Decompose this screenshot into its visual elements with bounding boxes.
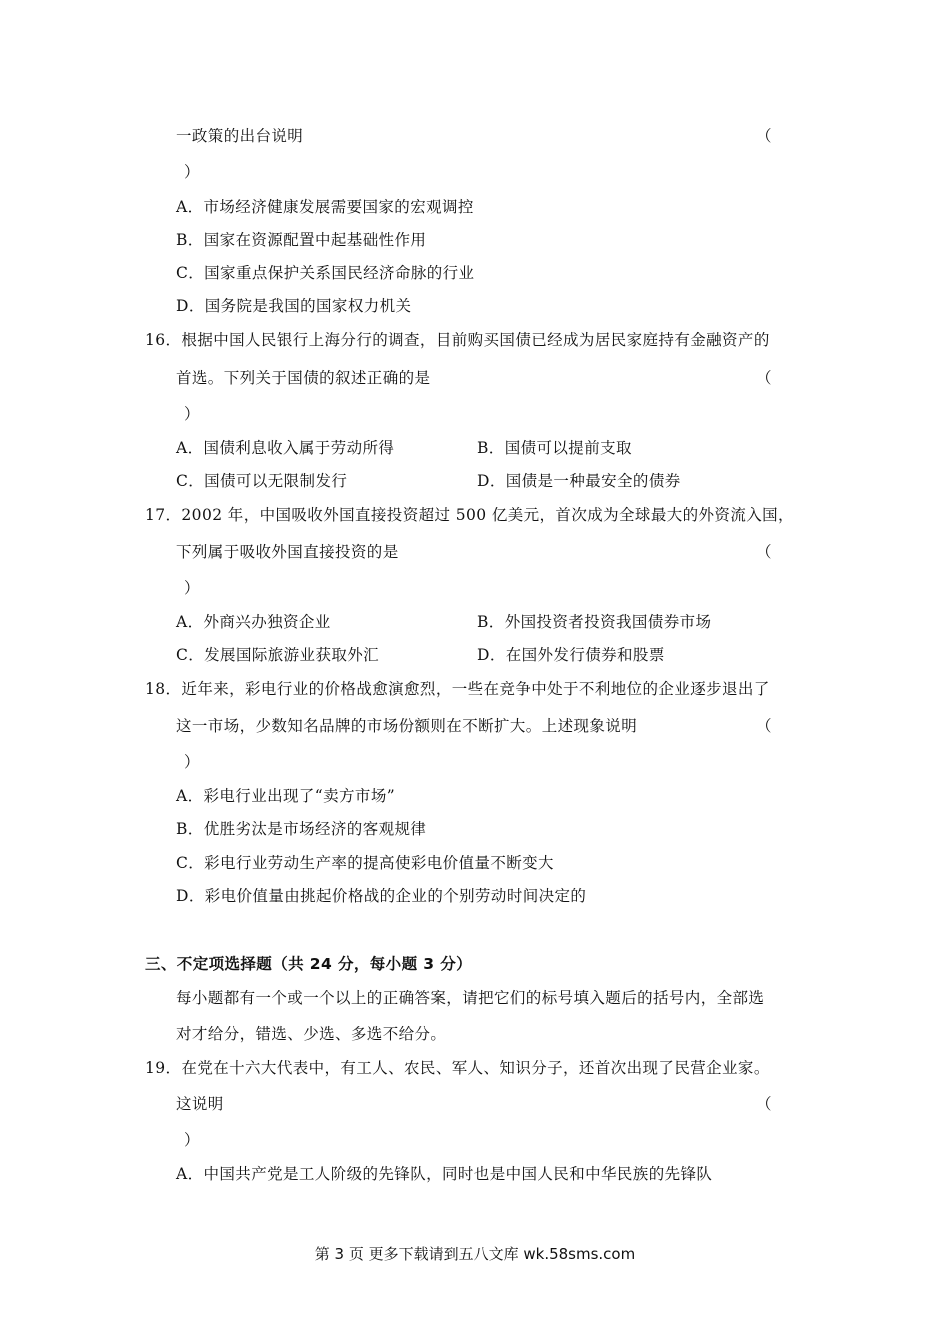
q15-option-d: D．国务院是我国的国家权力机关 [176, 297, 412, 315]
q15-answer-paren-close: ） [184, 163, 200, 181]
section-heading: 三、不定项选择题（共 24 分，每小题 3 分） [145, 955, 473, 973]
q17-stem-line2: 下列属于吸收外国直接投资的是 [176, 543, 399, 561]
q18-option-a: A．彩电行业出现了“卖方市场” [176, 787, 396, 805]
q17-option-c: C．发展国际旅游业获取外汇 [176, 646, 380, 664]
q17-answer-paren-open: （ [756, 543, 772, 561]
q16-option-d: D．国债是一种最安全的债券 [477, 472, 681, 490]
q18-answer-paren-open: （ [756, 717, 772, 735]
section-instructions-line2: 对才给分，错选、少选、多选不给分。 [176, 1025, 447, 1043]
q16-option-a: A．国债利息收入属于劳动所得 [176, 439, 395, 457]
q19-stem-line2: 这说明 [176, 1095, 224, 1113]
q18-option-b: B．优胜劣汰是市场经济的客观规律 [176, 820, 427, 838]
q15-option-b: B．国家在资源配置中起基础性作用 [176, 231, 427, 249]
q18-stem-line1: 18．近年来，彩电行业的价格战愈演愈烈，一些在竞争中处于不利地位的企业逐步退出了 [145, 680, 770, 698]
q15-answer-paren-open: （ [756, 127, 772, 145]
q17-stem-line1: 17．2002 年，中国吸收外国直接投资超过 500 亿美元，首次成为全球最大的外资流入国， [145, 506, 794, 524]
q17-option-a: A．外商兴办独资企业 [176, 613, 331, 631]
q17-option-d: D．在国外发行债券和股票 [477, 646, 665, 664]
q18-option-d: D．彩电价值量由挑起价格战的企业的个别劳动时间决定的 [176, 887, 587, 905]
q18-stem-line2: 这一市场，少数知名品牌的市场份额则在不断扩大。上述现象说明 [176, 717, 638, 735]
q19-answer-paren-open: （ [756, 1095, 772, 1113]
section-instructions-line1: 每小题都有一个或一个以上的正确答案，请把它们的标号填入题后的括号内，全部选 [176, 989, 765, 1007]
q19-option-a: A．中国共产党是工人阶级的先锋队，同时也是中国人民和中华民族的先锋队 [176, 1165, 713, 1183]
q19-answer-paren-close: ） [184, 1131, 200, 1149]
q16-answer-paren-close: ） [184, 405, 200, 423]
q16-stem-line1: 16．根据中国人民银行上海分行的调查，目前购买国债已经成为居民家庭持有金融资产的 [145, 331, 770, 349]
q15-stem-line: 一政策的出台说明 [176, 127, 304, 145]
q15-option-c: C．国家重点保护关系国民经济命脉的行业 [176, 264, 475, 282]
q16-option-c: C．国债可以无限制发行 [176, 472, 348, 490]
page-footer: 第 3 页 更多下载请到五八文库 wk.58sms.com [314, 1245, 636, 1263]
q19-stem-line1: 19．在党在十六大代表中，有工人、农民、军人、知识分子，还首次出现了民营企业家。 [145, 1059, 770, 1077]
q17-option-b: B．外国投资者投资我国债券市场 [477, 613, 712, 631]
q16-stem-line2: 首选。下列关于国债的叙述正确的是 [176, 369, 431, 387]
q16-option-b: B．国债可以提前支取 [477, 439, 632, 457]
q18-answer-paren-close: ） [184, 753, 200, 771]
q16-answer-paren-open: （ [756, 369, 772, 387]
q15-option-a: A．市场经济健康发展需要国家的宏观调控 [176, 198, 474, 216]
q17-answer-paren-close: ） [184, 579, 200, 597]
q18-option-c: C．彩电行业劳动生产率的提高使彩电价值量不断变大 [176, 854, 554, 872]
